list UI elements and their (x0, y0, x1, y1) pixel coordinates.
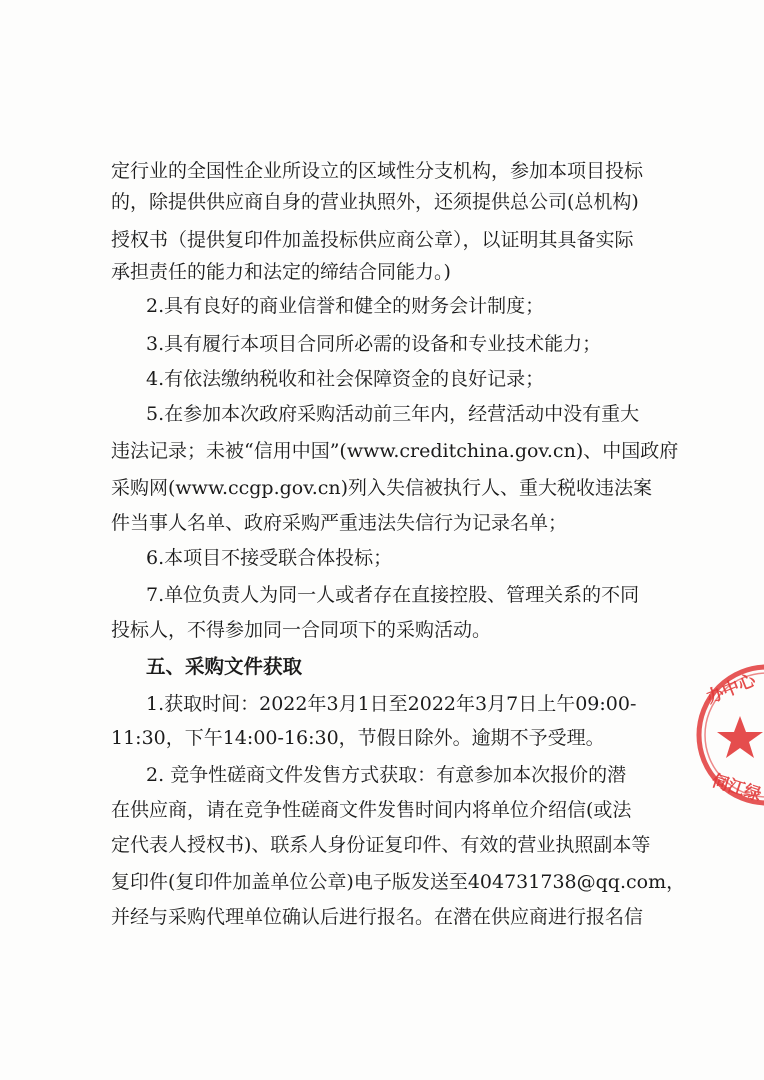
section-5-heading: 五、采购文件获取 (146, 655, 303, 678)
requirement-item-2: 2.具有良好的商业信誉和健全的财务会计制度； (146, 295, 545, 317)
red-seal-stamp (692, 650, 764, 820)
seal-top-text: 办中心 (703, 670, 759, 709)
star-icon (717, 716, 763, 758)
fetch-2-line-2: 在供应商，请在竞争性磋商文件发售时间内将单位介绍信(或法 (111, 799, 632, 821)
requirement-item-5-line-2: 违法记录；未被“信用中国”(www.creditchina.gov.cn)、中国政府 (111, 440, 679, 462)
paragraph-1-line-1: 定行业的全国性企业所设立的区域性分支机构，参加本项目投标 (111, 160, 644, 182)
seal-bottom-text: 伺江绿 (708, 770, 764, 806)
requirement-item-6: 6.本项目不接受联合体投标； (146, 547, 393, 569)
requirement-item-7-line-1: 7.单位负责人为同一人或者存在直接控股、管理关系的不同 (146, 584, 640, 606)
paragraph-1-line-2: 的，除提供供应商自身的营业执照外，还须提供总公司(总机构) (111, 191, 639, 213)
fetch-2-line-4: 复印件(复印件加盖单位公章)电子版发送至404731738@qq.com， (111, 871, 686, 893)
fetch-2-line-1: 2. 竞争性磋商文件发售方式获取：有意参加本次报价的潜 (146, 764, 627, 786)
paragraph-1-line-3: 授权书（提供复印件加盖投标供应商公章），以证明其具备实际 (111, 229, 634, 251)
fetch-1-line-2: 11:30，下午14:00-16:30，节假日除外。逾期不予受理。 (111, 727, 605, 749)
requirement-item-5-line-1: 5.在参加本次政府采购活动前三年内，经营活动中没有重大 (146, 403, 640, 425)
fetch-1-line-1: 1.获取时间：2022年3月1日至2022年3月7日上午09:00- (146, 693, 637, 715)
fetch-2-line-5: 并经与采购代理单位确认后进行报名。在潜在供应商进行报名信 (111, 906, 644, 928)
paragraph-1-line-4: 承担责任的能力和法定的缔结合同能力。) (111, 261, 451, 283)
requirement-item-5-line-4: 件当事人名单、政府采购严重违法失信行为记录名单； (111, 512, 568, 534)
fetch-2-line-3: 定代表人授权书)、联系人身份证复印件、有效的营业执照副本等 (111, 834, 651, 856)
requirement-item-7-line-2: 投标人，不得参加同一合同项下的采购活动。 (111, 619, 492, 641)
requirement-item-5-line-3: 采购网(www.ccgp.gov.cn)列入失信被执行人、重大税收违法案 (111, 477, 653, 499)
requirement-item-4: 4.有依法缴纳税收和社会保障资金的良好记录； (146, 368, 545, 390)
requirement-item-3: 3.具有履行本项目合同所必需的设备和专业技术能力； (146, 333, 602, 355)
